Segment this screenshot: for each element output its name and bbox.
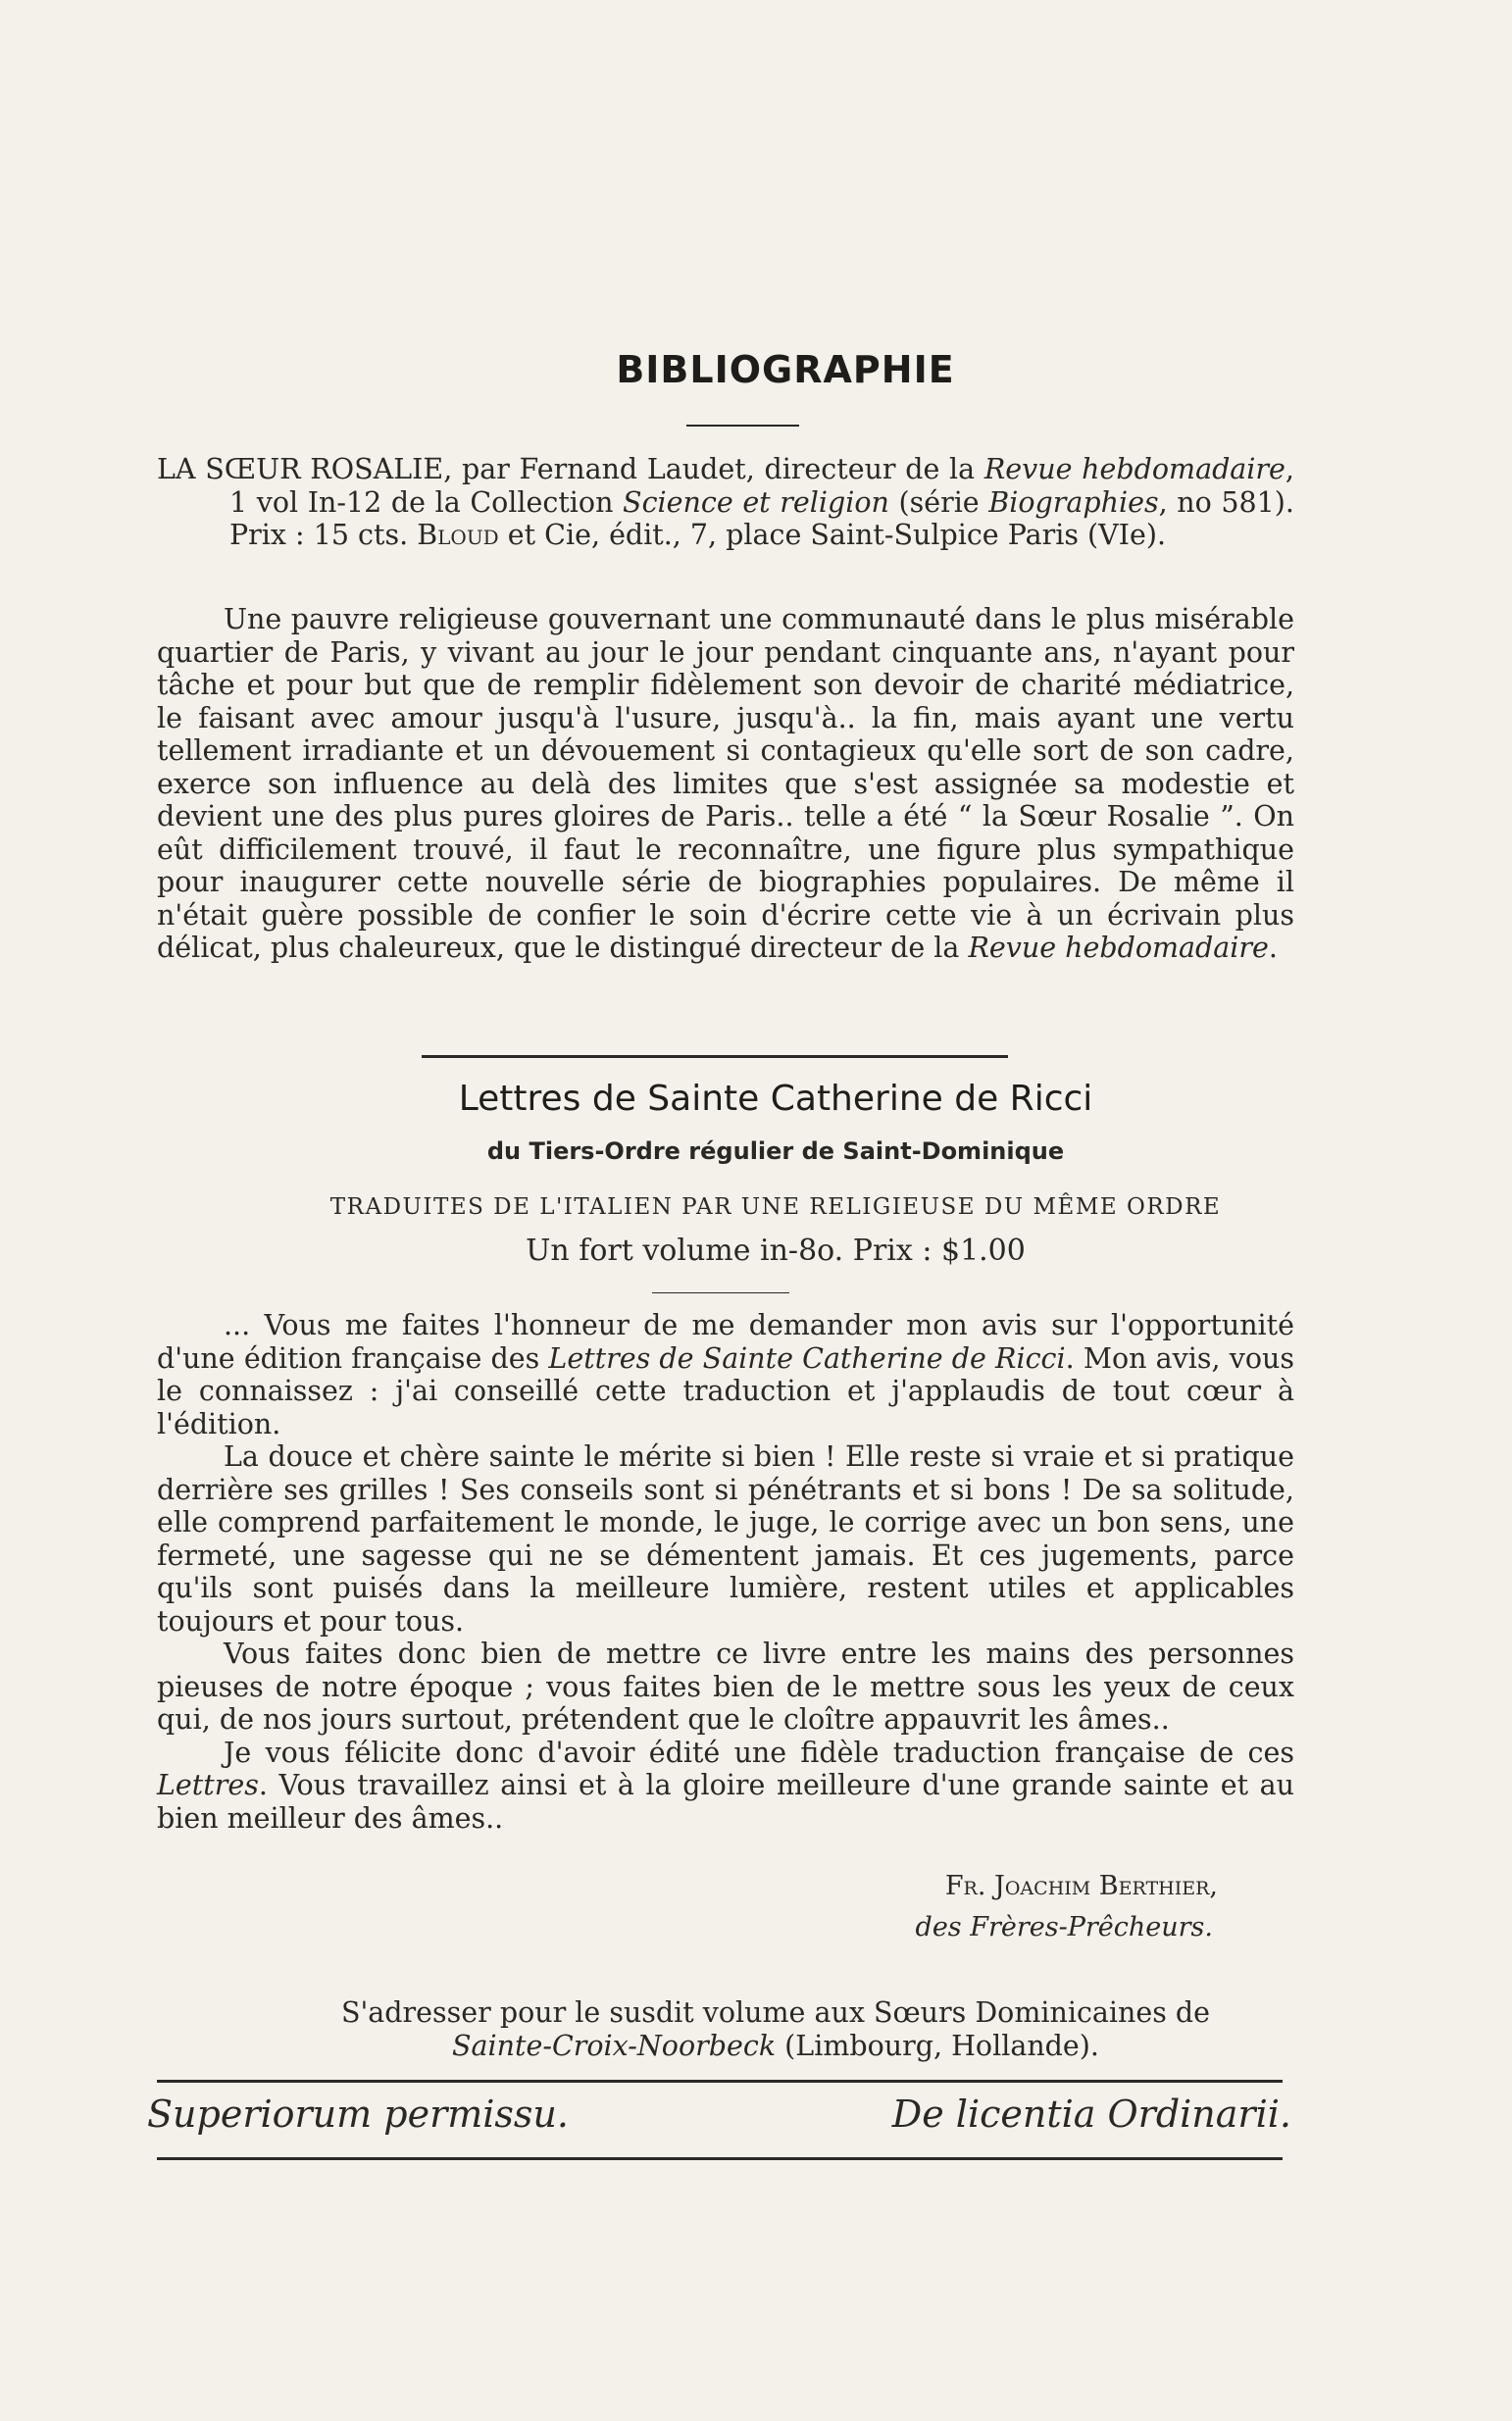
review-text: Une pauvre religieuse gouvernant une communauté dans le plus misérable quartier de Paris, y vivant au jour le jour pendant cinquante ans, n'ayant pour tâche et pour but que de remplir fidèlement son devoir de charité médiatrice, le faisant avec amour jusqu'à l'usure, jusqu'à.. la fin, mais ayant une vertu tellement irradiante et un dévouement si contagieux qu'elle sort de son cadre, exerce son influence au delà des limites que s'est assignée sa modestie et devient une des plus pures gloires de Paris.. telle a été “ la Sœur Rosalie ”. On eût difficilement trouvé, il faut le reconnaître, une figure plus sympathique pour inaugurer cette nouvelle série de biographies populaires. De même il n'était guère possible de confier le soin d'écrire cette vie à un écrivain plus délicat, plus chaleureux, que le distingué directeur de la: [157, 603, 1294, 964]
letter-p1-a: ... Vous me faites l'honneur de me demander mon avis sur l'opportunité d'une édition française des: [157, 1309, 1294, 1375]
footer-right-text: De licentia Ordinarii.: [891, 2093, 1291, 2136]
entry-details-1: , 1 vol In-12 de la Collection: [229, 453, 1294, 519]
address-line-2: [39, 2030, 1512, 2063]
letter-paragraph-2: La douce et chère sainte le mérite si bien ! Elle reste si vraie et si pratique derrière ses grilles ! Ses conseils sont si pénétrants et si bons ! De sa solitude, elle comprend parfaitement le monde, le juge, le corrige avec un bon sens, une fermeté, une sagesse qui ne se démentent jamais. Et ces jugements, parce qu'ils sont puisés dans la meilleure lumière, restent utiles et applicables toujours et pour tous.: [157, 1440, 1294, 1638]
letter-p1-title: Lettres de Sainte Catherine de Ricci: [548, 1341, 1066, 1375]
lettres-price: Un fort volume in-8o. Prix : $1.00: [526, 1234, 1026, 1268]
footer-left-text: Superiorum permissu.: [147, 2093, 569, 2136]
letter-paragraph-4: [157, 1737, 1294, 1836]
letter-p4-b: . Vous travaillez ainsi et à la gloire meilleure d'une grande sainte et au bien meilleur des âmes..: [157, 1769, 1294, 1835]
entry-details-3: , no 581). Prix : 15 cts.: [229, 485, 1294, 551]
footer-top-rule: [157, 2080, 1283, 2083]
entry-collection: Science et religion: [623, 485, 889, 519]
section-divider: [422, 1055, 1008, 1058]
bibliography-entry: [157, 453, 1294, 552]
letter-text: [157, 1309, 1294, 1835]
lettres-title: Lettres de Sainte Catherine de Ricci: [458, 1079, 1093, 1119]
letter-p1-b: . Mon avis, vous le connaissez : j'ai conseillé cette traduction et j'applaudis de tout cœur à l'édition.: [157, 1341, 1294, 1440]
address-place: Sainte-Croix-Noorbeck: [452, 2030, 777, 2062]
signature-order: des Frères-Prêcheurs.: [915, 1912, 1213, 1942]
review-paragraph: [157, 603, 1294, 965]
entry-citation: [157, 453, 1294, 552]
address-block: [0, 1996, 1512, 2063]
review-end: .: [1268, 932, 1278, 964]
heading-divider: [686, 425, 799, 427]
letter-paragraph-1: [157, 1309, 1294, 1440]
letter-p4-title: Lettres: [157, 1769, 259, 1801]
entry-title: LA SŒUR ROSALIE: [157, 453, 444, 485]
entry-publisher: Bloud: [417, 519, 499, 551]
address-line-1: S'adresser pour le susdit volume aux Sœurs Dominicaines de: [340, 1996, 1211, 2029]
lettres-translated: TRADUITES DE L'ITALIEN PAR UNE RELIGIEUSE DU MÊME ORDRE: [329, 1194, 1222, 1220]
entry-revue: Revue hebdomadaire: [983, 453, 1285, 485]
entry-details-4: et Cie, édit., 7, place Saint-Sulpice Paris (VIe).: [498, 519, 1167, 551]
lettres-subtitle: du Tiers-Ordre régulier de Saint-Dominique: [486, 1137, 1065, 1165]
bibliography-review: [157, 603, 1294, 965]
review-revue: Revue hebdomadaire: [968, 932, 1269, 964]
address-country: (Limbourg, Hollande).: [776, 2030, 1099, 2062]
letter-paragraph-3: Vous faites donc bien de mettre ce livre entre les mains des personnes pieuses de notre époque ; vous faites bien de le mettre sous les yeux de ceux qui, de nos jours surtout, prétendent que le cloître appauvrit les âmes..: [157, 1638, 1294, 1736]
letter-p4-a: Je vous félicite donc d'avoir édité une fidèle traduction française de ces: [224, 1736, 1294, 1769]
entry-details-2: (série: [888, 485, 989, 519]
footer-bottom-rule: [157, 2157, 1283, 2160]
entry-author: , par Fernand Laudet, directeur de la: [443, 453, 984, 485]
signature-name: Fr. Joachim Berthier,: [944, 1871, 1218, 1901]
bibliographie-heading: BIBLIOGRAPHIE: [616, 348, 955, 391]
price-divider: [652, 1292, 789, 1293]
entry-serie: Biographies: [988, 485, 1159, 519]
